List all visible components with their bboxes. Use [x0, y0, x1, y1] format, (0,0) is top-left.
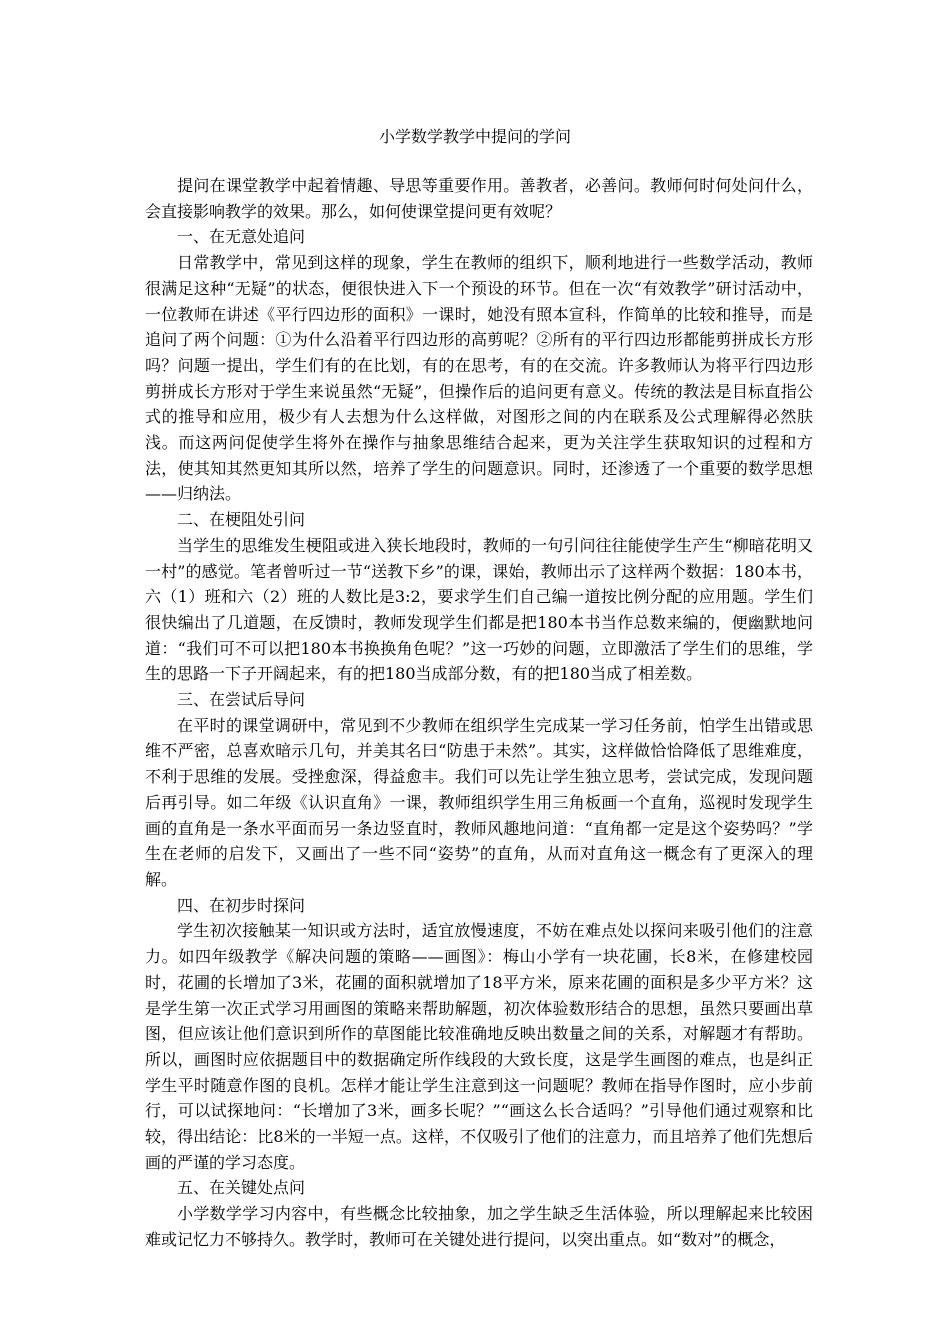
document-body [145, 173, 813, 1253]
section-paragraph: 当学生的思维发生梗阻或进入狭长地段时，教师的一句引问往往能使学生产生“柳暗花明又一村”的感觉。笔者曾听过一节“送教下乡”的课，课始，教师出示了这样两个数据：180本书，六（1）班和六（2）班的人数比是3:2，要求学生们自己编一道按比例分配的应用题。学生们很快编出了几道题，在反馈时，教师发现学生们都是把180本书当作总数来编的，便幽默地问道：“我们可不可以把180本书换换角色呢？”这一巧妙的问题，立即激活了学生们的思维，学生的思路一下子开阔起来，有的把180当成部分数，有的把180当成了相差数。 [145, 535, 813, 684]
section-paragraph: 日常教学中，常见到这样的现象，学生在教师的组织下，顺利地进行一些数学活动，教师很满足这种“无疑”的状态，便很快进入下一个预设的环节。但在一次“有效教学”研讨活动中，一位教师在讲述《平行四边形的面积》一课时，她没有照本宣科，作简单的比较和推导，而是追问了两个问题：①为什么沿着平行四边形的高剪呢？②所有的平行四边形都能剪拼成长方形吗？问题一提出，学生们有的在比划，有的在思考，有的在交流。许多教师认为将平行四边形剪拼成长方形对于学生来说虽然“无疑”，但操作后的追问更有意义。传统的教法是目标直指公式的推导和应用，极少有人去想为什么这样做，对图形之间的内在联系及公式理解得必然肤浅。而这两问促使学生将外在操作与抽象思维结合起来，更为关注学生获取知识的过程和方法，使其知其然更知其所以然，培养了学生的问题意识。同时，还渗透了一个重要的数学思想——归纳法。 [145, 253, 813, 504]
intro-paragraph: 提问在课堂教学中起着情趣、导思等重要作用。善教者，必善问。教师何时何处问什么，会直接影响教学的效果。那么，如何使课堂提问更有效呢？ [145, 176, 813, 221]
section-paragraph: 小学数学学习内容中，有些概念比较抽象，加之学生缺乏生活体验，所以理解起来比较困难或记忆力不够持久。教学时，教师可在关键处进行提问，以突出重点。如“数对”的概念， [145, 1204, 813, 1249]
section-heading: 五、在关键处点问 [177, 1178, 306, 1198]
section-paragraph: 学生初次接触某一知识或方法时，适宜放慢速度，不妨在难点处以探问来吸引他们的注意力。如四年级教学《解决问题的策略——画图》：梅山小学有一块花圃，长8米，在修建校园时，花圃的长增加了3米，花圃的面积就增加了18平方米，原来花圃的面积是多少平方米？这是学生第一次正式学习用画图的策略来帮助解题，初次体验数形结合的思想，虽然只要画出草图，但应该让他们意识到所作的草图能比较准确地反映出数量之间的关系，对解题才有帮助。所以，画图时应依据题目中的数据确定所作线段的大致长度，这是学生画图的难点，也是纠正学生平时随意作图的良机。怎样才能让学生注意到这一问题呢？教师在指导作图时，应小步前行，可以试探地问：“长增加了3米，画多长呢？”“画这么长合适吗？”引导他们通过观察和比较，得出结论：比8米的一半短一点。这样，不仅吸引了他们的注意力，而且培养了他们先想后画的严谨的学习态度。 [145, 921, 813, 1172]
section-heading: 三、在尝试后导问 [177, 690, 306, 710]
section-heading: 四、在初步时探问 [177, 895, 306, 915]
document-title: 小学数学教学中提问的学问 [378, 127, 571, 146]
section-heading: 二、在梗阻处引问 [177, 510, 306, 530]
section-paragraph: 在平时的课堂调研中，常见到不少教师在组织学生完成某一学习任务前，怕学生出错或思维不严密，总喜欢暗示几句，并美其名曰“防患于未然”。其实，这样做恰恰降低了思维难度，不利于思维的发展。受挫愈深，得益愈丰。我们可以先让学生独立思考，尝试完成，发现问题后再引导。如二年级《认识直角》一课，教师组织学生用三角板画一个直角，巡视时发现学生画的直角是一条水平面而另一条边竖直时，教师风趣地问道：“直角都一定是这个姿势吗？”学生在老师的启发下，又画出了一些不同“姿势”的直角，从而对直角这一概念有了更深入的理解。 [145, 715, 813, 889]
section-heading: 一、在无意处追问 [177, 227, 306, 247]
